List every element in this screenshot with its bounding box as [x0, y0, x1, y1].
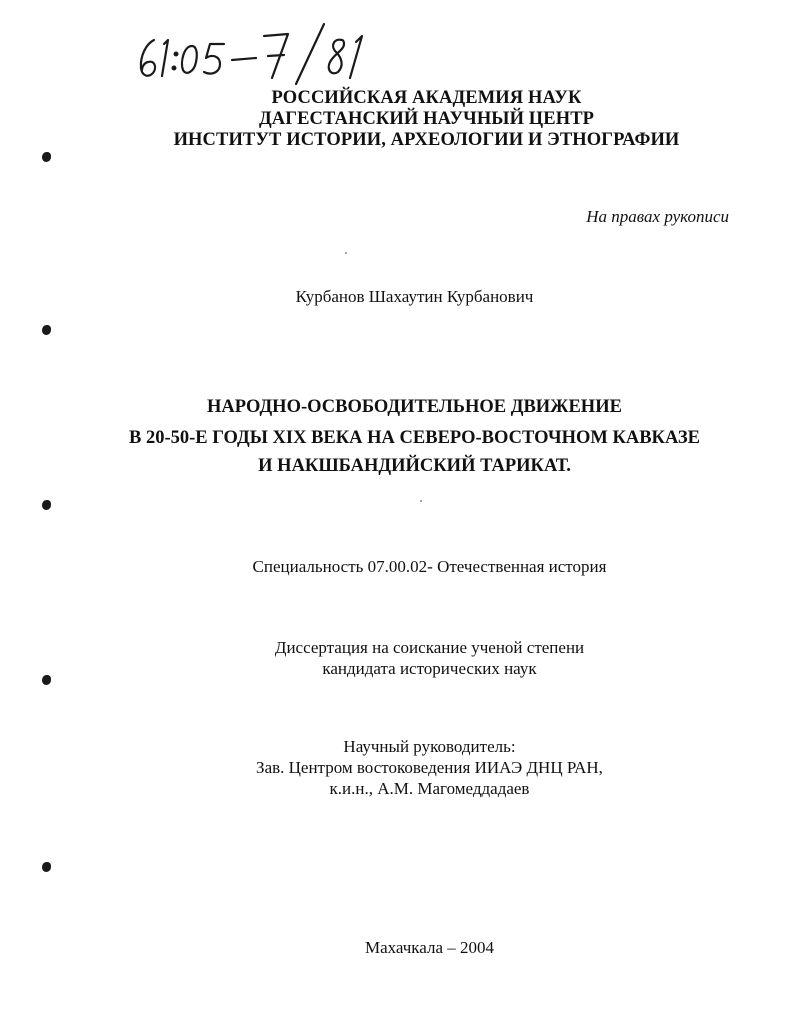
punch-hole-mark	[42, 325, 51, 335]
punch-hole-mark	[42, 862, 51, 872]
scan-speck	[420, 500, 422, 502]
degree-line-1: Диссертация на соискание ученой степени	[274, 638, 585, 657]
supervisor-name: к.и.н., А.М. Магомеддадаев	[329, 779, 530, 798]
thesis-title-line-1: НАРОДНО-ОСВОБОДИТЕЛЬНОЕ ДВИЖЕНИЕ	[207, 397, 622, 417]
punch-hole-mark	[42, 152, 51, 162]
handwritten-catalog-number	[128, 18, 398, 90]
institution-institute: ИНСТИТУТ ИСТОРИИ, АРХЕОЛОГИИ И ЭТНОГРАФИИ	[173, 130, 680, 150]
institution-academy: РОССИЙСКАЯ АКАДЕМИЯ НАУК	[271, 88, 582, 108]
institution-center: ДАГЕСТАНСКИЙ НАУЧНЫЙ ЦЕНТР	[258, 109, 595, 129]
punch-hole-mark	[42, 675, 51, 685]
thesis-title-line-3: И НАКШБАНДИЙСКИЙ ТАРИКАТ.	[258, 456, 571, 476]
thesis-title-line-2: В 20-50-Е ГОДЫ XIX ВЕКА НА СЕВЕРО-ВОСТОЧНОМ КАВКАЗЕ	[129, 428, 700, 448]
punch-hole-mark	[42, 500, 51, 510]
supervisor-position: Зав. Центром востоковедения ИИАЭ ДНЦ РАН,	[256, 758, 603, 777]
specialty-line: Специальность 07.00.02- Отечественная история	[252, 557, 607, 576]
author-name: Курбанов Шахаутин Курбанович	[295, 287, 534, 306]
supervisor-heading: Научный руководитель:	[343, 737, 516, 756]
city-and-year: Махачкала – 2004	[364, 938, 495, 957]
degree-line-2: кандидата исторических наук	[322, 659, 537, 678]
scan-speck	[345, 252, 347, 254]
manuscript-rights-note: На правах рукописи	[586, 207, 729, 226]
